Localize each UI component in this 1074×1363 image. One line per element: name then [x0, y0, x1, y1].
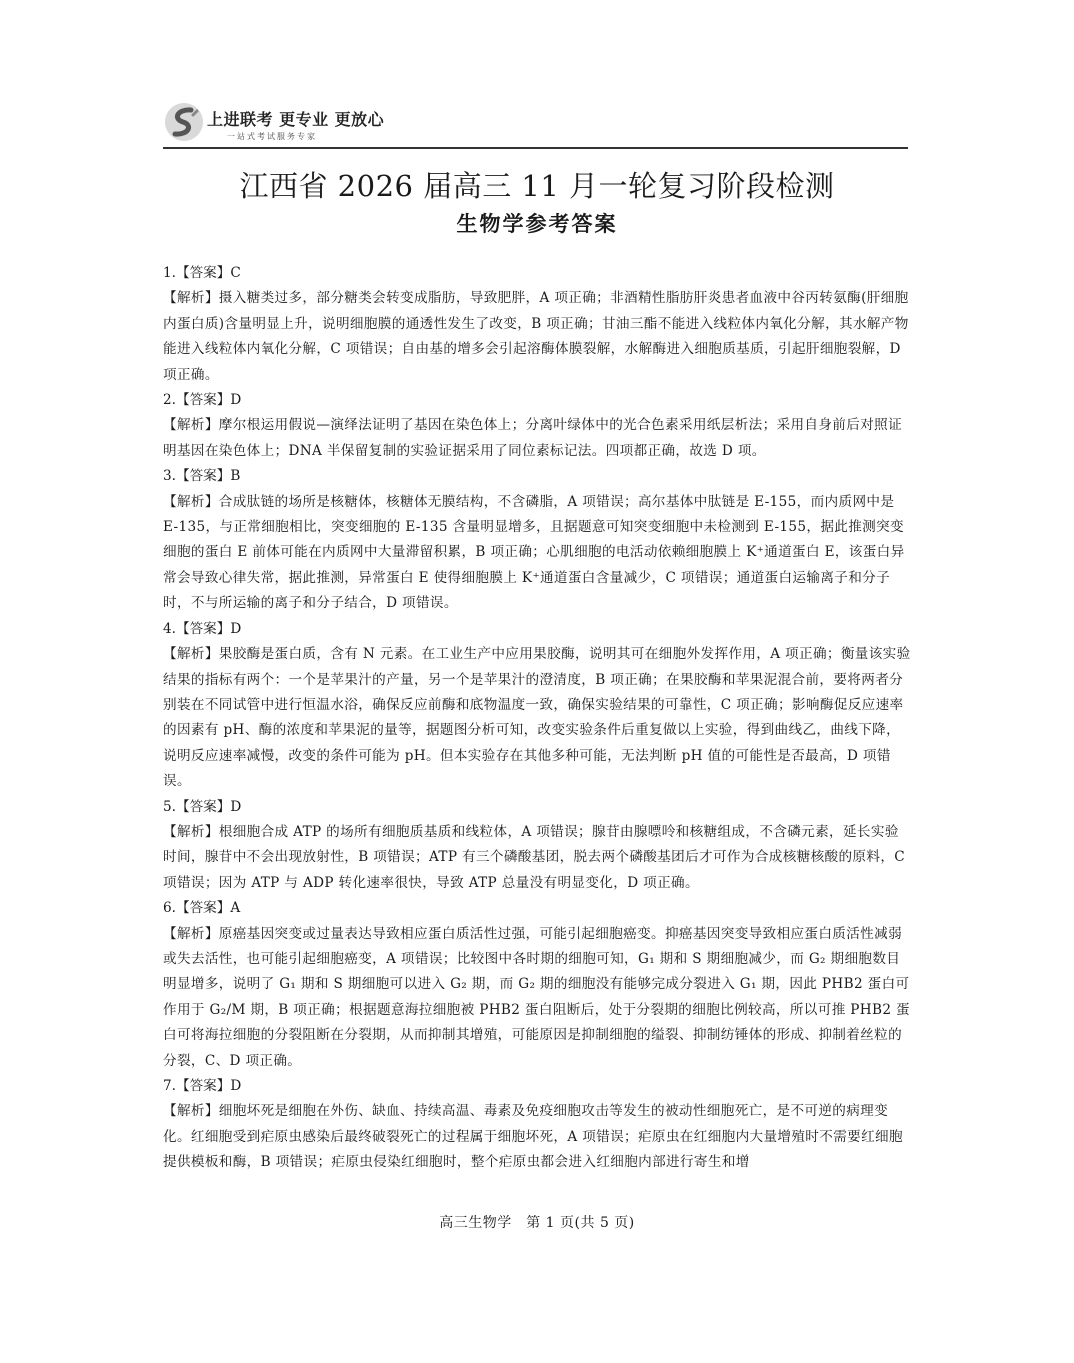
question-1	[163, 261, 911, 388]
question-7	[163, 1074, 911, 1176]
analysis-text: 【解析】原癌基因突变或过量表达导致相应蛋白质活性过强，可能引起细胞癌变。抑癌基因突变导致相应蛋白质活性减弱或失去活性，也可能引起细胞癌变，A 项错误；比较图中各时期的细胞可知，G₁ 期和 S 期细胞减少，而 G₂ 期细胞数目明显增多，说明了 G₁ 期和 S 期细胞可以进入 G₂ 期，而 G₂ 期的细胞没有能够完成分裂进入 G₁ 期，因此 PHB2 蛋白可作用于 G₂/M 期，B 项正确；根据题意海拉细胞被 PHB2 蛋白阻断后，处于分裂期的细胞比例较高，所以可推 PHB2 蛋白可将海拉细胞的分裂阻断在分裂期，从而抑制其增殖，可能原因是抑制细胞的缢裂、抑制纺锤体的形成、抑制着丝粒的分裂，C、D 项正确。	[163, 925, 910, 1069]
analysis-text: 【解析】果胶酶是蛋白质，含有 N 元素。在工业生产中应用果胶酶，说明其可在细胞外发挥作用，A 项正确；衡量该实验结果的指标有两个：一个是苹果汁的产量，另一个是苹果汁的澄清度，B 项正确；在果胶酶和苹果泥混合前，要将两者分别装在不同试管中进行恒温水浴，确保反应前酶和底物温度一致，确保实验结果的可靠性，C 项正确；影响酶促反应速率的因素有 pH、酶的浓度和苹果泥的量等，据题图分析可知，改变实验条件后重复做以上实验，得到曲线乙，曲线下降，说明反应速率减慢，改变的条件可能为 pH。但本实验存在其他多种可能，无法判断 pH 值的可能性是否最高，D 项错误。	[163, 646, 911, 790]
page-footer: 高三生物学 第 1 页(共 5 页)	[439, 1215, 635, 1231]
answer-label: 6.【答案】A	[163, 900, 241, 917]
answer-label: 5.【答案】D	[163, 798, 242, 815]
answer-list	[163, 261, 911, 1176]
analysis-text: 【解析】细胞坏死是细胞在外伤、缺血、持续高温、毒素及免疫细胞攻击等发生的被动性细胞死亡，是不可逆的病理变化。红细胞受到疟原虫感染后最终破裂死亡的过程属于细胞坏死，A 项错误；疟原虫在红细胞内大量增殖时不需要红细胞提供模板和酶，B 项错误；疟原虫侵染红细胞时，整个疟原虫都会进入红细胞内部进行寄生和增	[163, 1103, 903, 1171]
brand-logo-icon	[163, 101, 205, 143]
analysis-text: 【解析】摩尔根运用假说—演绎法证明了基因在染色体上；分离叶绿体中的光合色素采用纸层析法；采用自身前后对照证明基因在染色体上；DNA 半保留复制的实验证据采用了同位素标记法。四项都正确，故选 D 项。	[163, 417, 903, 459]
answer-label: 2.【答案】D	[163, 392, 242, 409]
question-5	[163, 795, 911, 897]
analysis-text: 【解析】根细胞合成 ATP 的场所有细胞质基质和线粒体，A 项错误；腺苷由腺嘌呤和核糖组成，不含磷元素，延长实验时间，腺苷中不会出现放射性，B 项错误；ATP 有三个磷酸基团，脱去两个磷酸基团后才可作为合成核糖核酸的原料，C 项错误；因为 ATP 与 ADP 转化速率很快，导致 ATP 总量没有明显变化，D 项正确。	[163, 823, 906, 891]
document-subtitle: 生物学参考答案	[456, 212, 618, 236]
answer-label: 7.【答案】D	[163, 1078, 242, 1094]
answer-label: 1.【答案】C	[163, 265, 241, 281]
page-header	[163, 97, 908, 155]
answer-label: 3.【答案】B	[163, 468, 241, 485]
brand-slogan: 一站式考试服务专家	[227, 132, 317, 141]
question-6	[163, 896, 911, 1074]
brand-name: 上进联考 更专业 更放心	[207, 110, 385, 129]
analysis-text: 【解析】合成肽链的场所是核糖体，核糖体无膜结构，不含磷脂，A 项错误；高尔基体中肽链是 E-155，而内质网中是 E-135，与正常细胞相比，突变细胞的 E-135 含量明显增多，且据题意可知突变细胞中未检测到 E-155，据此推测突变细胞的蛋白 E 前体可能在内质网中大量滞留积累，B 项正确；心肌细胞的电活动依赖细胞膜上 K⁺通道蛋白 E，该蛋白异常会导致心律失常，据此推测，异常蛋白 E 使得细胞膜上 K⁺通道蛋白含量减少，C 项错误；通道蛋白运输离子和分子时，不与所运输的离子和分子结合，D 项错误。	[163, 493, 905, 612]
header-divider	[163, 147, 908, 149]
question-2	[163, 388, 911, 464]
analysis-text: 【解析】摄入糖类过多，部分糖类会转变成脂肪，导致肥胖，A 项正确；非酒精性脂肪肝炎患者血液中谷丙转氨酶(肝细胞内蛋白质)含量明显上升，说明细胞膜的通透性发生了改变，B 项正确；甘油三酯不能进入线粒体内氧化分解，其水解产物能进入线粒体内氧化分解，C 项错误；自由基的增多会引起溶酶体膜裂解，水解酶进入细胞质基质，引起肝细胞裂解，D 项正确。	[163, 290, 909, 383]
answer-label: 4.【答案】D	[163, 620, 242, 637]
document-title: 江西省 2026 届高三 11 月一轮复习阶段检测	[239, 169, 835, 203]
question-3	[163, 464, 911, 616]
question-4	[163, 617, 911, 795]
